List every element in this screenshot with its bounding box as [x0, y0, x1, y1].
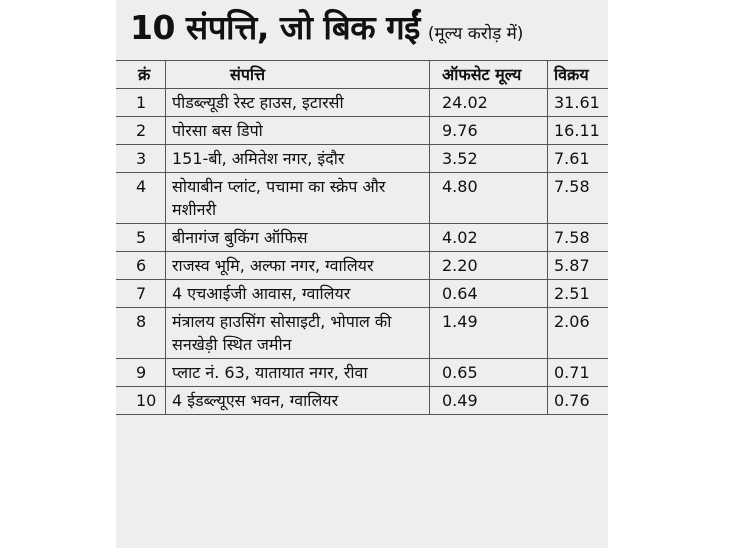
page-title: 10 संपत्ति, जो बिक गईं — [130, 8, 420, 47]
header-no: क्रं — [138, 65, 151, 84]
row-offset: 2.20 — [429, 252, 547, 279]
row-sale: 0.71 — [547, 359, 608, 386]
row-offset: 4.02 — [429, 224, 547, 251]
row-no: 1 — [136, 93, 147, 112]
row-property: 4 ईडब्ल्यूएस भवन, ग्वालियर — [165, 387, 429, 414]
row-sale: 16.11 — [547, 117, 608, 144]
row-property: 4 एचआईजी आवास, ग्वालियर — [165, 280, 429, 307]
row-offset: 9.76 — [429, 117, 547, 144]
row-property: मंत्रालय हाउसिंग सोसाइटी, भोपाल की सनखेड़ी स्थित जमीन — [165, 308, 429, 358]
table-row — [116, 359, 608, 387]
row-property: पीडब्ल्यूडी रेस्ट हाउस, इटारसी — [165, 89, 429, 116]
row-sale: 7.61 — [547, 145, 608, 172]
property-sales-table-card — [116, 0, 608, 548]
row-no: 10 — [136, 391, 157, 410]
row-property: सोयाबीन प्लांट, पचामा का स्क्रेप और मशीनरी — [165, 173, 429, 223]
row-no: 2 — [136, 121, 147, 140]
title-block — [130, 4, 523, 56]
table-row — [116, 252, 608, 280]
row-offset: 0.64 — [429, 280, 547, 307]
row-offset: 4.80 — [429, 173, 547, 223]
table-row — [116, 280, 608, 308]
row-no: 6 — [136, 256, 147, 275]
row-sale: 7.58 — [547, 224, 608, 251]
row-property: पोरसा बस डिपो — [165, 117, 429, 144]
row-sale: 2.06 — [547, 308, 608, 358]
row-offset: 0.65 — [429, 359, 547, 386]
row-offset: 1.49 — [429, 308, 547, 358]
table-row — [116, 173, 608, 224]
table-row — [116, 117, 608, 145]
row-offset: 0.49 — [429, 387, 547, 414]
row-property: प्लाट नं. 63, यातायात नगर, रीवा — [165, 359, 429, 386]
header-property: संपत्ति — [165, 61, 429, 88]
row-offset: 3.52 — [429, 145, 547, 172]
page-subtitle: (मूल्य करोड़ में) — [427, 24, 524, 44]
data-table — [116, 60, 608, 415]
row-sale: 0.76 — [547, 387, 608, 414]
row-sale: 7.58 — [547, 173, 608, 223]
row-property: राजस्व भूमि, अल्फा नगर, ग्वालियर — [165, 252, 429, 279]
row-offset: 24.02 — [429, 89, 547, 116]
table-row — [116, 308, 608, 359]
row-sale: 5.87 — [547, 252, 608, 279]
row-no: 4 — [136, 177, 147, 196]
row-no: 5 — [136, 228, 147, 247]
row-sale: 31.61 — [547, 89, 608, 116]
table-header-row — [116, 61, 608, 89]
row-property: बीनागंज बुकिंग ऑफिस — [165, 224, 429, 251]
table-row — [116, 387, 608, 414]
table-row — [116, 145, 608, 173]
row-no: 8 — [136, 312, 147, 331]
table-row — [116, 224, 608, 252]
header-sale: विक्रय — [547, 61, 608, 88]
row-no: 3 — [136, 149, 147, 168]
row-property: 151-बी, अमितेश नगर, इंदौर — [165, 145, 429, 172]
table-row — [116, 89, 608, 117]
row-no: 7 — [136, 284, 147, 303]
header-offset: ऑफसेट मूल्य — [429, 61, 547, 88]
row-no: 9 — [136, 363, 147, 382]
row-sale: 2.51 — [547, 280, 608, 307]
